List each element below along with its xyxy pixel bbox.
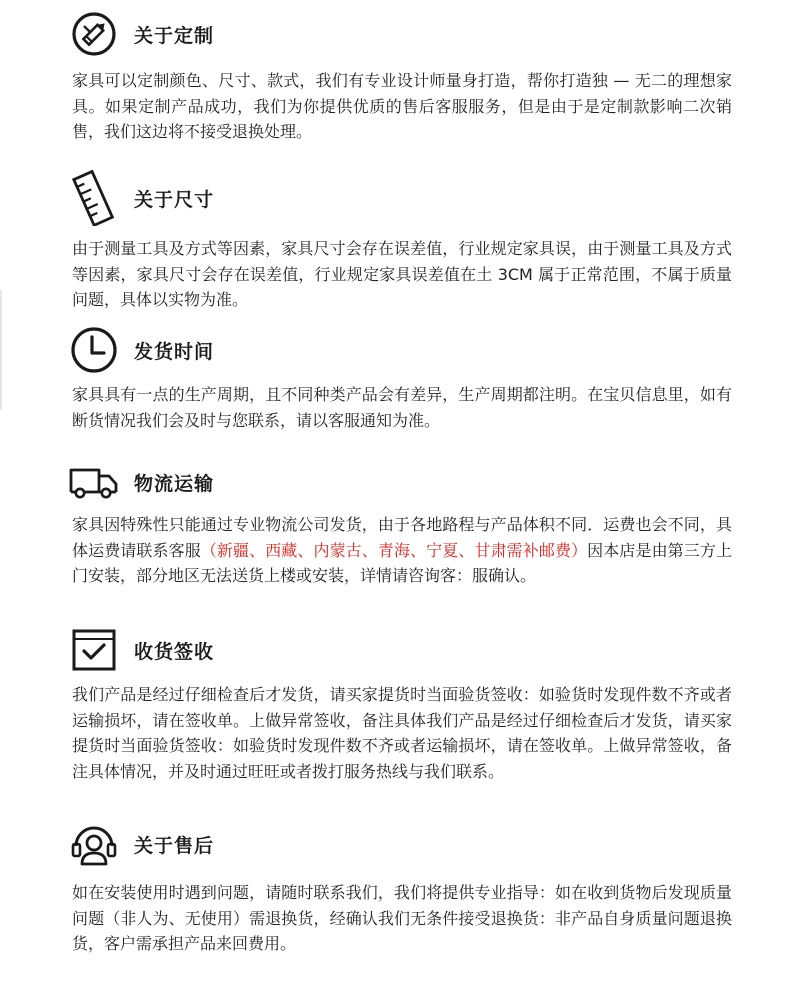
section-title: 收货签收	[134, 640, 215, 663]
section-header	[68, 624, 214, 676]
section-body: 我们产品是经过仔细检查后才发货，请买家提货时当面验货签收：如验货时发现件数不齐或者运输损坏，请在签收单。上做异常签收，备注具体我们产品是经过仔细检查后才发货，请买家提货时当面验货签收：如验货时发现件数不齐或者运输损坏，请在签收单。上做异常签收，备注具体情况，并及时通过旺旺或者拨打服务热线与我们联系。	[72, 685, 732, 781]
section-body: 家具可以定制颜色、尺寸、款式，我们有专业设计师量身打造，帮你打造独 — 无二的理想家具。如果定制产品成功，我们为你提供优质的售后客服服务，但是由于是定制款影响二次销售，我们这边将不接受退换处理。	[72, 71, 732, 141]
checkbox-icon	[68, 624, 120, 676]
section-title: 发货时间	[134, 340, 215, 363]
clock-icon	[68, 324, 120, 376]
section-title: 关于售后	[134, 834, 215, 857]
section-header	[68, 8, 214, 60]
section-header	[68, 172, 214, 224]
section-title: 物流运输	[134, 472, 215, 495]
body-text-before: 家具因特殊性只能通过专业物流公司发货，由于各地路程与产品体积不同．运费也会不同，具体运费请联系客服	[72, 515, 732, 560]
section-title: 关于尺寸	[134, 188, 215, 211]
customer-service-icon	[68, 818, 120, 870]
section-body: 家具具有一点的生产周期，且不同种类产品会有差异，生产周期都注明。在宝贝信息里，如有断货情况我们会及时与您联系，请以客服通知为准。	[72, 385, 732, 430]
section-body	[72, 512, 732, 589]
truck-icon	[68, 456, 120, 508]
left-edge-divider	[0, 290, 2, 410]
section-header	[68, 456, 214, 508]
section-title: 关于定制	[134, 24, 215, 47]
body-text-after: 因本店是由第三方上门安装，部分地区无法送货上楼或安装，详情请咨询客：服确认。	[72, 540, 732, 585]
section-body: 如在安装使用时遇到问题，请随时联系我们，我们将提供专业指导：如在收到货物后发现质量问题（非人为、无使用）需退换货，经确认我们无条件接受退换货：非产品自身质量问题退换货，客户需承担产品来回费用。	[72, 883, 732, 953]
section-body: 由于测量工具及方式等因素，家具尺寸会存在误差值，行业规定家具误，由于测量工具及方式等因素，家具尺寸会存在误差值，行业规定家具误差值在土 3CM 属于正常范围，不属于质量问题，具体以实物为准。	[72, 239, 732, 309]
section-header	[68, 324, 214, 376]
ruler-icon	[68, 172, 120, 224]
custom-pencil-icon	[68, 8, 120, 60]
section-header	[68, 818, 214, 870]
remote-area-notice: （新疆、西藏、内蒙古、青海、宁夏、甘肃需补邮费）	[200, 540, 588, 560]
